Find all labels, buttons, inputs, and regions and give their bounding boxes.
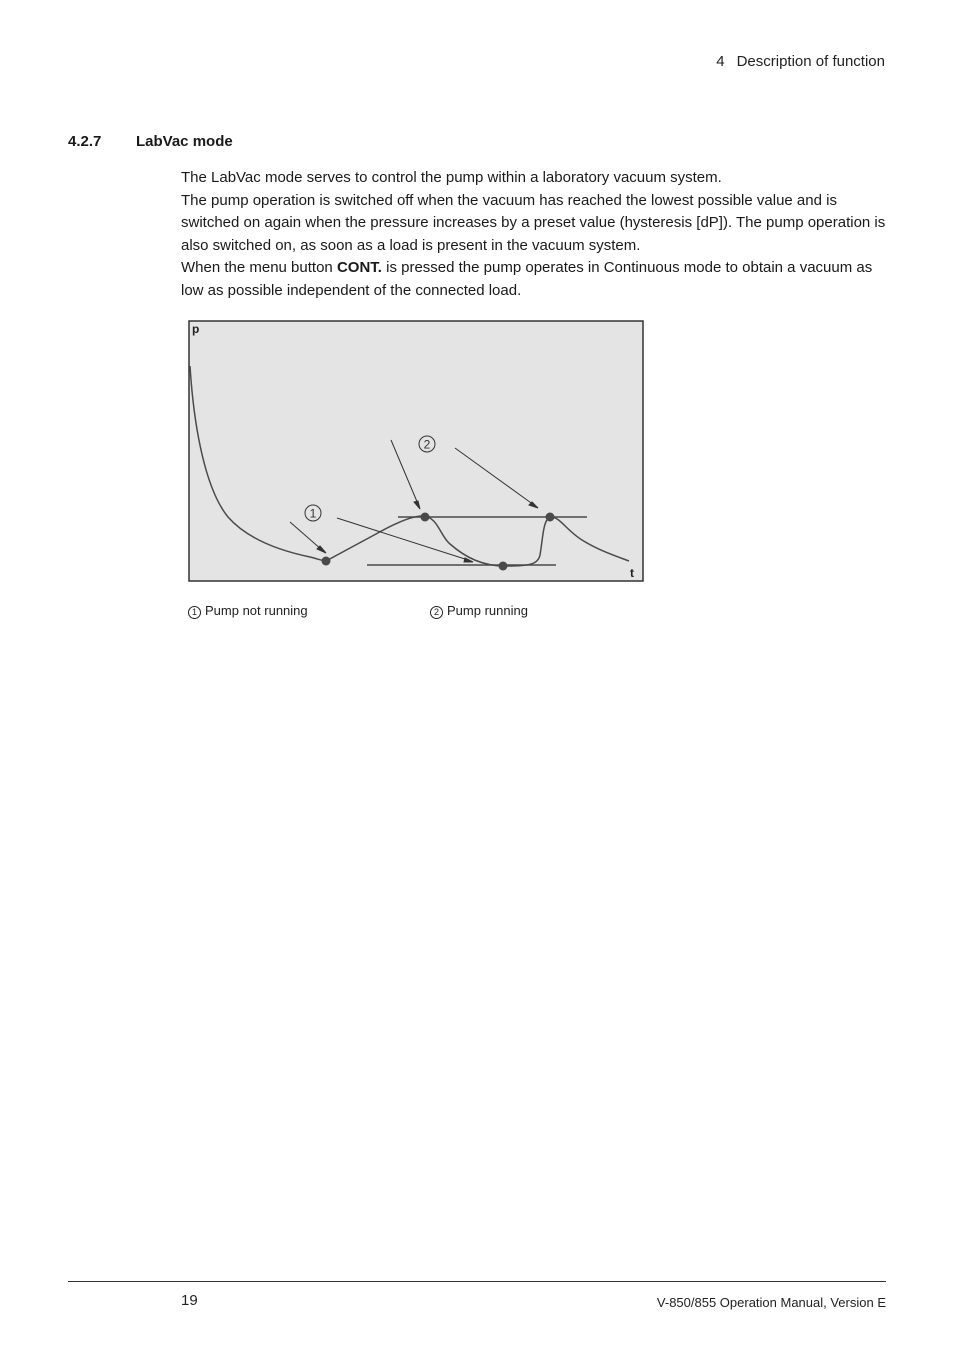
- curve-point-upper-1: [421, 513, 430, 522]
- legend-marker-2-icon: 2: [430, 606, 443, 619]
- section-title: LabVac mode: [136, 133, 233, 150]
- curve-point-upper-2: [546, 513, 555, 522]
- paragraph-3-end: is pressed the pump operates in Continuous mode to obtain a vacuum as low as possible independent of the connected load.: [181, 259, 873, 299]
- y-axis-label: p: [192, 322, 200, 336]
- running-header: [716, 53, 885, 70]
- curve-point-pump-off: [322, 557, 331, 566]
- paragraph-2: The pump operation is switched off when the vacuum has reached the lowest possible value and is switched on again when the pressure increases by a preset value (hysteresis [dP]). The pump operation is also switched on, as soon as a load is present in the vacuum system.: [181, 191, 886, 254]
- paragraph-1: The LabVac mode serves to control the pump within a laboratory vacuum system.: [181, 169, 722, 186]
- legend-label-2: Pump running: [447, 603, 528, 618]
- chapter-title: Description of function: [736, 53, 885, 70]
- marker-1-number: 1: [309, 506, 317, 521]
- marker-2-number: 2: [423, 437, 431, 452]
- manual-title: V-850/855 Operation Manual, Version E: [656, 1295, 886, 1310]
- section-number: 4.2.7: [68, 133, 102, 150]
- chapter-number: 4: [716, 53, 725, 70]
- cont-button-name: CONT.: [336, 259, 382, 277]
- legend-item-2: [430, 603, 528, 619]
- diagram-frame: [189, 321, 643, 581]
- legend-label-1: Pump not running: [205, 603, 308, 618]
- page-number: 19: [181, 1292, 198, 1309]
- paragraph-3-start: When the menu button: [181, 259, 337, 277]
- labvac-pressure-diagram: [188, 320, 644, 582]
- x-axis-label: t: [630, 566, 634, 580]
- legend-item-1: [188, 603, 308, 619]
- section-heading: [68, 133, 233, 150]
- legend-marker-1-icon: 1: [188, 606, 201, 619]
- paragraph-3: [181, 257, 891, 302]
- body-text: [181, 167, 891, 303]
- footer-divider: [68, 1281, 886, 1282]
- curve-point-lower: [499, 562, 508, 571]
